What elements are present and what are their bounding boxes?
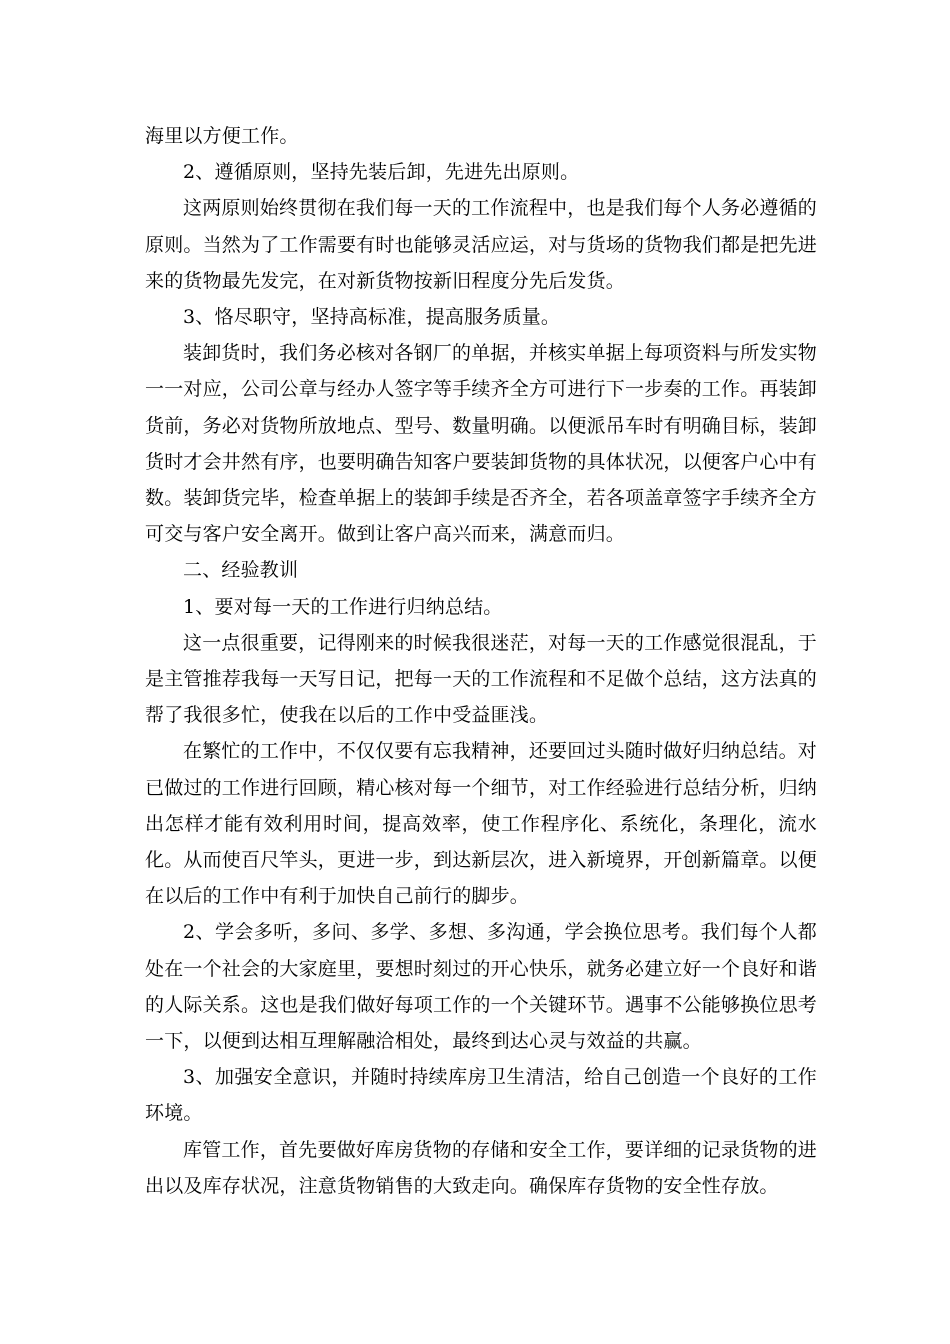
paragraph: 这一点很重要，记得刚来的时候我很迷茫，对每一天的工作感觉很混乱，于是主管推荐我每一天写日记，把每一天的工作流程和不足做个总结，这方法真的帮了我很多忙，使我在以后的工作中受益匪浅。 [145, 631, 818, 727]
paragraph: 这两原则始终贯彻在我们每一天的工作流程中，也是我们每个人务必遵循的原则。当然为了工作需要有时也能够灵活应运，对与货场的货物我们都是把先进来的货物最先发完，在对新货物按新旧程度分先后发货。 [145, 197, 818, 292]
paragraph: 装卸货时，我们务必核对各钢厂的单据，并核实单据上每项资料与所发实物一一对应，公司公章与经办人签字等手续齐全方可进行下一步奏的工作。再装卸货前，务必对货物所放地点、型号、数量明确。以便派吊车时有明确目标，装卸货时才会井然有序，也要明确告知客户要装卸货物的具体状况，以便客户心中有数。装卸货完毕，检查单据上的装卸手续是否齐全，若各项盖章签字手续齐全方可交与客户安全离开。做到让客户高兴而来，满意而归。 [145, 342, 818, 546]
paragraph: 2、学会多听，多问、多学、多想、多沟通，学会换位思考。我们每个人都处在一个社会的大家庭里，要想时刻过的开心快乐，就务必建立好一个良好和谐的人际关系。这也是我们做好每项工作的一个关键环节。遇事不公能够换位思考一下，以便到达相互理解融洽相处，最终到达心灵与效益的共赢。 [145, 921, 818, 1053]
paragraph: 3、加强安全意识，并随时持续库房卫生清洁，给自己创造一个良好的工作环境。 [145, 1066, 817, 1125]
paragraph: 3、恪尽职守，坚持高标准，提高服务质量。 [183, 306, 561, 329]
paragraph: 在繁忙的工作中，不仅仅要有忘我精神，还要回过头随时做好归纳总结。对已做过的工作进行回顾，精心核对每一个细节，对工作经验进行总结分析，归纳出怎样才能有效利用时间，提高效率，使工作程序化、系统化，条理化，流水化。从而使百尺竿头，更进一步，到达新层次，进入新境界，开创新篇章。以便在以后的工作中有利于加快自己前行的脚步。 [145, 740, 818, 908]
paragraph: 2、遵循原则，坚持先装后卸，先进先出原则。 [183, 161, 580, 184]
paragraph: 库管工作，首先要做好库房货物的存储和安全工作，要详细的记录货物的进出以及库存状况，注意货物销售的大致走向。确保库存货物的安全性存放。 [145, 1138, 817, 1197]
document-body [145, 118, 817, 1204]
paragraph: 海里以方便工作。 [145, 125, 299, 147]
section-heading: 二、经验教训 [183, 559, 299, 582]
paragraph: 1、要对每一天的工作进行归纳总结。 [183, 595, 503, 618]
